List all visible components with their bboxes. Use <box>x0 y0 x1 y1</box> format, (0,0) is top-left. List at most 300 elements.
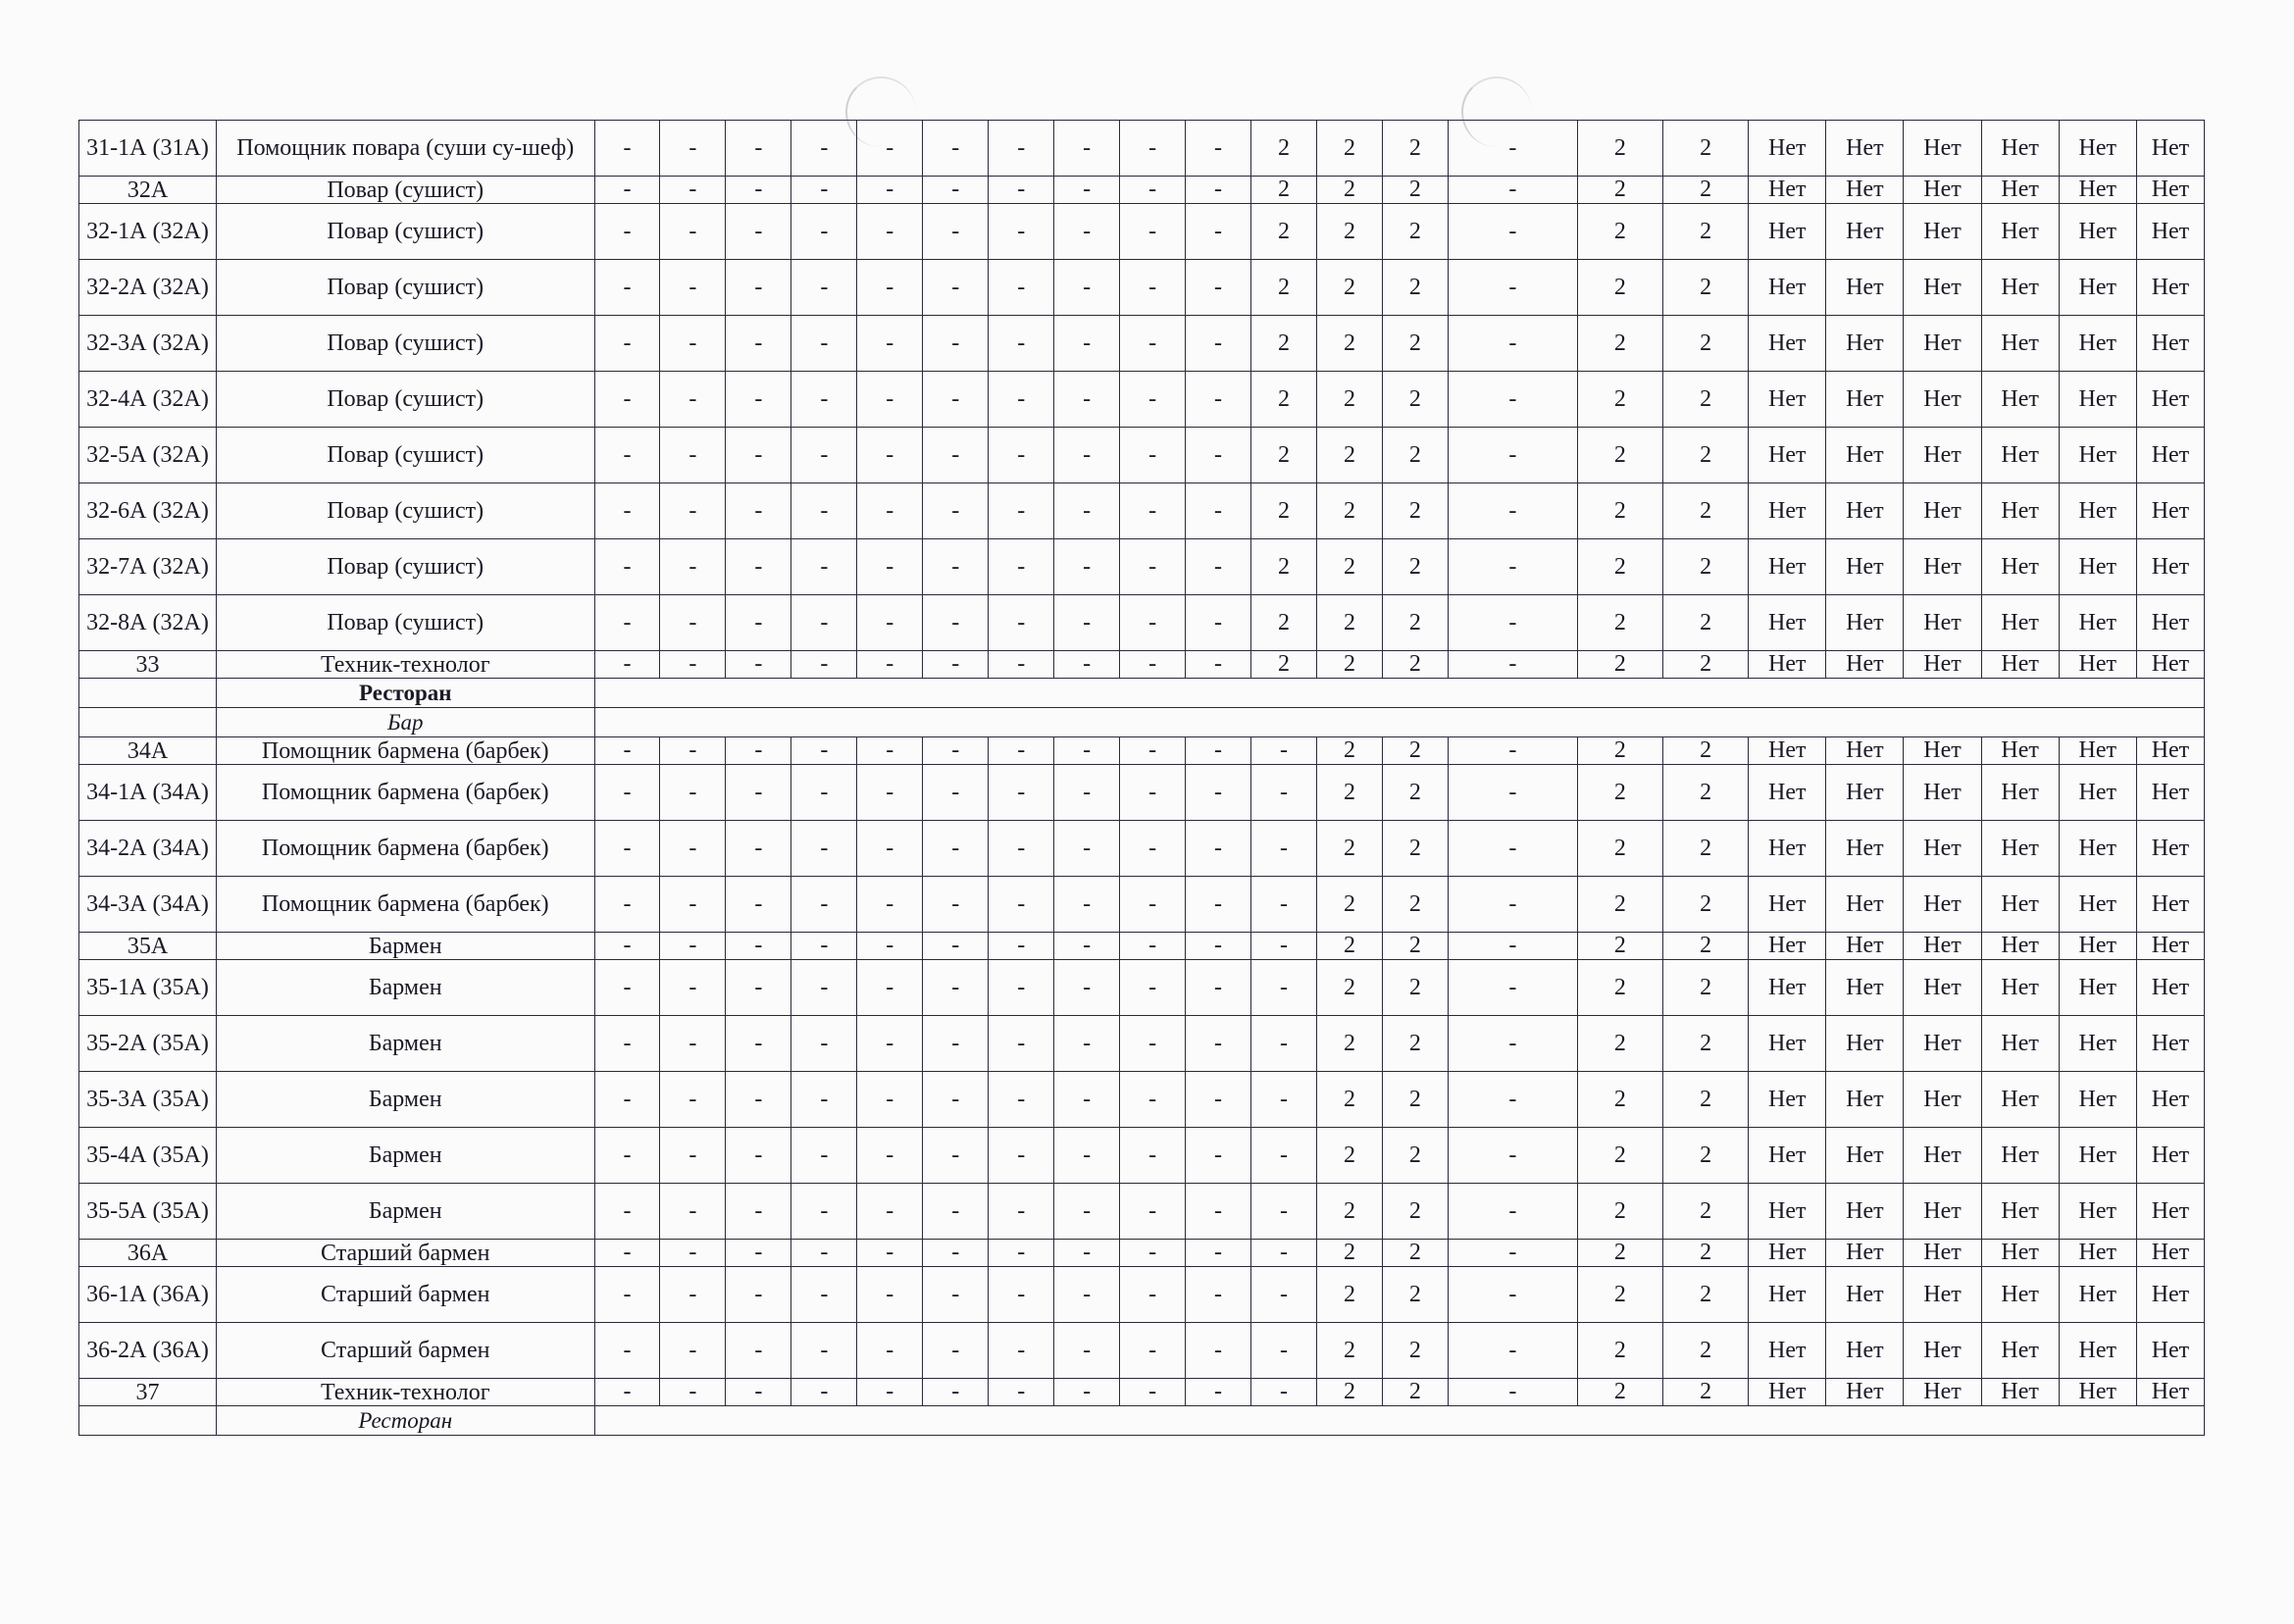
table-row <box>79 1128 2205 1184</box>
value-cell: Нет <box>2136 737 2204 765</box>
value-cell: - <box>857 933 923 960</box>
value-cell: - <box>726 1323 791 1379</box>
value-cell: - <box>660 765 726 821</box>
section-headers <box>79 679 2205 737</box>
value-cell: 2 <box>1663 877 1749 933</box>
value-cell: - <box>1251 1240 1317 1267</box>
value-cell: Нет <box>1826 1184 1904 1240</box>
value-cell: - <box>791 121 857 177</box>
value-cell: - <box>594 1128 660 1184</box>
value-cell: 2 <box>1577 651 1662 679</box>
value-cell: - <box>1120 1016 1186 1072</box>
value-cell: - <box>1186 1323 1251 1379</box>
value-cell: - <box>1186 1072 1251 1128</box>
workplace-code: 36-1А (36А) <box>79 1267 217 1323</box>
workplace-code: 36-2А (36А) <box>79 1323 217 1379</box>
value-cell: - <box>923 651 989 679</box>
value-cell: - <box>660 960 726 1016</box>
value-cell: - <box>1448 1379 1577 1406</box>
value-cell: - <box>660 737 726 765</box>
value-cell: Нет <box>1904 121 1981 177</box>
workplace-code: 32-8А (32А) <box>79 595 217 651</box>
value-cell: 2 <box>1382 933 1448 960</box>
value-cell: - <box>726 1072 791 1128</box>
value-cell: Нет <box>2059 539 2136 595</box>
value-cell: - <box>1448 1240 1577 1267</box>
workplace-code: 32-5А (32А) <box>79 428 217 483</box>
value-cell: 2 <box>1316 177 1382 204</box>
value-cell: Нет <box>1749 1016 1826 1072</box>
value-cell: - <box>1120 428 1186 483</box>
value-cell: - <box>1054 1240 1120 1267</box>
position-name: Повар (сушист) <box>217 428 595 483</box>
value-cell: - <box>1120 372 1186 428</box>
value-cell: 2 <box>1382 821 1448 877</box>
value-cell: - <box>1448 1016 1577 1072</box>
value-cell: Нет <box>2136 539 2204 595</box>
value-cell: Нет <box>2136 1240 2204 1267</box>
value-cell: Нет <box>1749 177 1826 204</box>
value-cell: 2 <box>1577 1240 1662 1267</box>
value-cell: - <box>660 877 726 933</box>
value-cell: - <box>1054 1016 1120 1072</box>
value-cell: Нет <box>1826 1267 1904 1323</box>
value-cell: Нет <box>2059 1379 2136 1406</box>
value-cell: - <box>726 1128 791 1184</box>
value-cell: - <box>1054 1184 1120 1240</box>
value-cell: - <box>989 595 1054 651</box>
value-cell: - <box>923 177 989 204</box>
value-cell: - <box>660 1016 726 1072</box>
value-cell: - <box>923 933 989 960</box>
value-cell: - <box>857 539 923 595</box>
value-cell: - <box>989 539 1054 595</box>
value-cell: - <box>857 1184 923 1240</box>
value-cell: - <box>1448 960 1577 1016</box>
value-cell: 2 <box>1316 260 1382 316</box>
value-cell: - <box>923 372 989 428</box>
value-cell: - <box>1120 316 1186 372</box>
value-cell: Нет <box>1826 1016 1904 1072</box>
value-cell: Нет <box>2136 651 2204 679</box>
value-cell: Нет <box>2059 1323 2136 1379</box>
value-cell: 2 <box>1663 960 1749 1016</box>
value-cell: - <box>1251 933 1317 960</box>
workplace-code: 35А <box>79 933 217 960</box>
value-cell: 2 <box>1577 204 1662 260</box>
value-cell: 2 <box>1382 1379 1448 1406</box>
value-cell: Нет <box>1904 595 1981 651</box>
value-cell: - <box>1251 877 1317 933</box>
value-cell: 2 <box>1663 1379 1749 1406</box>
value-cell: - <box>594 595 660 651</box>
value-cell: - <box>1054 933 1120 960</box>
value-cell: Нет <box>1749 765 1826 821</box>
value-cell: 2 <box>1577 121 1662 177</box>
workplace-code: 31-1А (31А) <box>79 121 217 177</box>
value-cell: - <box>1120 177 1186 204</box>
value-cell: - <box>1054 651 1120 679</box>
value-cell: Нет <box>1826 765 1904 821</box>
value-cell: 2 <box>1316 933 1382 960</box>
value-cell: - <box>1448 260 1577 316</box>
value-cell: - <box>726 1379 791 1406</box>
value-cell: Нет <box>2136 428 2204 483</box>
position-name: Помощник бармена (барбек) <box>217 737 595 765</box>
value-cell: - <box>594 765 660 821</box>
value-cell: Нет <box>1749 960 1826 1016</box>
value-cell: Нет <box>1981 428 2059 483</box>
working-conditions-table <box>78 120 2205 1436</box>
value-cell: Нет <box>1904 539 1981 595</box>
value-cell: 2 <box>1577 595 1662 651</box>
value-cell: Нет <box>1826 121 1904 177</box>
value-cell: - <box>1251 737 1317 765</box>
value-cell: - <box>660 260 726 316</box>
value-cell: 2 <box>1577 1072 1662 1128</box>
value-cell: 2 <box>1382 1128 1448 1184</box>
table-row <box>79 960 2205 1016</box>
value-cell: - <box>1054 204 1120 260</box>
value-cell: 2 <box>1251 260 1317 316</box>
value-cell: - <box>1448 204 1577 260</box>
value-cell: - <box>1251 1128 1317 1184</box>
value-cell: - <box>1054 483 1120 539</box>
value-cell: 2 <box>1663 428 1749 483</box>
value-cell: Нет <box>1904 765 1981 821</box>
value-cell: Нет <box>1904 1323 1981 1379</box>
value-cell: - <box>726 960 791 1016</box>
value-cell: - <box>1054 539 1120 595</box>
value-cell: 2 <box>1663 1128 1749 1184</box>
value-cell: - <box>791 1016 857 1072</box>
value-cell: - <box>660 1240 726 1267</box>
value-cell: - <box>791 428 857 483</box>
value-cell: - <box>1251 1379 1317 1406</box>
value-cell: - <box>857 177 923 204</box>
value-cell: - <box>791 1267 857 1323</box>
workplace-code: 34-2А (34А) <box>79 821 217 877</box>
value-cell: 2 <box>1382 1072 1448 1128</box>
value-cell: - <box>594 121 660 177</box>
value-cell: - <box>726 372 791 428</box>
value-cell: Нет <box>2059 316 2136 372</box>
table-row <box>79 877 2205 933</box>
value-cell: - <box>791 651 857 679</box>
value-cell: Нет <box>1749 372 1826 428</box>
value-cell: 2 <box>1663 204 1749 260</box>
value-cell: Нет <box>1749 877 1826 933</box>
value-cell: - <box>1054 1267 1120 1323</box>
value-cell: Нет <box>1981 1267 2059 1323</box>
table-row <box>79 1184 2205 1240</box>
value-cell: - <box>594 428 660 483</box>
value-cell: 2 <box>1663 737 1749 765</box>
value-cell: Нет <box>1826 1379 1904 1406</box>
value-cell: - <box>594 821 660 877</box>
value-cell: 2 <box>1382 1267 1448 1323</box>
value-cell: - <box>594 1323 660 1379</box>
value-cell: - <box>857 1323 923 1379</box>
value-cell: Нет <box>2136 1072 2204 1128</box>
value-cell: - <box>1186 933 1251 960</box>
value-cell: - <box>726 121 791 177</box>
value-cell: - <box>857 651 923 679</box>
value-cell: - <box>989 428 1054 483</box>
position-name: Бармен <box>217 960 595 1016</box>
value-cell: - <box>594 372 660 428</box>
value-cell: 2 <box>1577 483 1662 539</box>
value-cell: - <box>1120 260 1186 316</box>
value-cell: - <box>1186 260 1251 316</box>
value-cell: - <box>989 177 1054 204</box>
value-cell: - <box>989 821 1054 877</box>
workplace-code: 35-2А (35А) <box>79 1016 217 1072</box>
value-cell: 2 <box>1382 539 1448 595</box>
value-cell: 2 <box>1382 204 1448 260</box>
value-cell: - <box>791 737 857 765</box>
value-cell: Нет <box>1904 204 1981 260</box>
value-cell: Нет <box>2136 316 2204 372</box>
value-cell: Нет <box>1981 372 2059 428</box>
value-cell: Нет <box>2136 1323 2204 1379</box>
value-cell: Нет <box>1904 933 1981 960</box>
table-row <box>79 483 2205 539</box>
value-cell: 2 <box>1577 428 1662 483</box>
value-cell: Нет <box>1826 539 1904 595</box>
value-cell: Нет <box>1904 821 1981 877</box>
workplace-code: 35-3А (35А) <box>79 1072 217 1128</box>
value-cell: - <box>1120 1072 1186 1128</box>
value-cell: Нет <box>2136 1128 2204 1184</box>
value-cell: Нет <box>1904 877 1981 933</box>
value-cell: Нет <box>1749 1128 1826 1184</box>
value-cell: - <box>594 1267 660 1323</box>
value-cell: 2 <box>1382 260 1448 316</box>
value-cell: 2 <box>1663 177 1749 204</box>
value-cell: - <box>791 204 857 260</box>
value-cell: - <box>989 1184 1054 1240</box>
value-cell: - <box>1120 1184 1186 1240</box>
value-cell: - <box>1186 204 1251 260</box>
value-cell: - <box>923 877 989 933</box>
value-cell: 2 <box>1316 877 1382 933</box>
value-cell: - <box>1120 765 1186 821</box>
value-cell: - <box>1186 483 1251 539</box>
position-name: Повар (сушист) <box>217 316 595 372</box>
value-cell: Нет <box>1981 1184 2059 1240</box>
value-cell: - <box>726 821 791 877</box>
value-cell: - <box>1054 1323 1120 1379</box>
value-cell: - <box>1448 372 1577 428</box>
value-cell: 2 <box>1382 877 1448 933</box>
value-cell: - <box>594 483 660 539</box>
value-cell: - <box>1448 821 1577 877</box>
value-cell: - <box>791 821 857 877</box>
value-cell: - <box>923 1184 989 1240</box>
value-cell: - <box>660 1379 726 1406</box>
table-row <box>79 595 2205 651</box>
value-cell: - <box>1186 960 1251 1016</box>
value-cell: Нет <box>1981 960 2059 1016</box>
position-name: Повар (сушист) <box>217 595 595 651</box>
value-cell: - <box>1251 960 1317 1016</box>
value-cell: - <box>989 1016 1054 1072</box>
value-cell: 2 <box>1382 1240 1448 1267</box>
value-cell: Нет <box>2059 933 2136 960</box>
value-cell: Нет <box>2136 877 2204 933</box>
value-cell: Нет <box>1826 372 1904 428</box>
value-cell: - <box>594 204 660 260</box>
value-cell: - <box>1186 316 1251 372</box>
value-cell: Нет <box>1981 933 2059 960</box>
value-cell: - <box>1120 1379 1186 1406</box>
value-cell: - <box>1186 1267 1251 1323</box>
value-cell: 2 <box>1663 1240 1749 1267</box>
value-cell: 2 <box>1663 1323 1749 1379</box>
value-cell: - <box>923 595 989 651</box>
value-cell: Нет <box>1749 121 1826 177</box>
value-cell: - <box>726 204 791 260</box>
table-row <box>79 821 2205 877</box>
value-cell: - <box>1251 1267 1317 1323</box>
position-name: Повар (сушист) <box>217 372 595 428</box>
value-cell: - <box>1186 1016 1251 1072</box>
value-cell: Нет <box>1749 204 1826 260</box>
value-cell: Нет <box>1749 933 1826 960</box>
position-name: Помощник бармена (барбек) <box>217 821 595 877</box>
value-cell: 2 <box>1382 483 1448 539</box>
value-cell: 2 <box>1316 1323 1382 1379</box>
value-cell: Нет <box>1826 1128 1904 1184</box>
workplace-code: 34А <box>79 737 217 765</box>
position-name: Техник-технолог <box>217 1379 595 1406</box>
workplace-code: 35-1А (35А) <box>79 960 217 1016</box>
value-cell: - <box>857 428 923 483</box>
value-cell: - <box>726 1267 791 1323</box>
value-cell: - <box>1120 1128 1186 1184</box>
value-cell: Нет <box>1981 765 2059 821</box>
value-cell: 2 <box>1663 1072 1749 1128</box>
value-cell: - <box>923 960 989 1016</box>
value-cell: - <box>726 877 791 933</box>
value-cell: - <box>726 428 791 483</box>
value-cell: 2 <box>1663 821 1749 877</box>
value-cell: 2 <box>1577 1016 1662 1072</box>
value-cell: Нет <box>1981 1072 2059 1128</box>
value-cell: - <box>989 1072 1054 1128</box>
value-cell: - <box>791 1128 857 1184</box>
value-cell: - <box>857 1240 923 1267</box>
value-cell: Нет <box>1904 1128 1981 1184</box>
section-row <box>79 708 2205 737</box>
value-cell: Нет <box>1981 121 2059 177</box>
value-cell: - <box>791 1323 857 1379</box>
value-cell: 2 <box>1316 483 1382 539</box>
value-cell: - <box>857 737 923 765</box>
table-row <box>79 933 2205 960</box>
workplace-code: 35-4А (35А) <box>79 1128 217 1184</box>
value-cell: 2 <box>1251 177 1317 204</box>
value-cell: - <box>1186 1184 1251 1240</box>
value-cell: - <box>1448 177 1577 204</box>
value-cell: - <box>1186 595 1251 651</box>
value-cell: - <box>1054 260 1120 316</box>
value-cell: Нет <box>2136 372 2204 428</box>
value-cell: - <box>1186 737 1251 765</box>
table-row <box>79 1016 2205 1072</box>
value-cell: - <box>594 877 660 933</box>
value-cell: - <box>1448 765 1577 821</box>
value-cell: Нет <box>1981 1240 2059 1267</box>
value-cell: - <box>1448 1184 1577 1240</box>
value-cell: - <box>660 595 726 651</box>
value-cell: - <box>1448 651 1577 679</box>
position-name: Повар (сушист) <box>217 483 595 539</box>
value-cell: - <box>594 177 660 204</box>
value-cell: Нет <box>1981 177 2059 204</box>
value-cell: Нет <box>2059 1016 2136 1072</box>
workplace-code: 32-6А (32А) <box>79 483 217 539</box>
position-name: Техник-технолог <box>217 651 595 679</box>
value-cell: - <box>1448 539 1577 595</box>
value-cell: 2 <box>1577 539 1662 595</box>
value-cell: Нет <box>1981 1016 2059 1072</box>
value-cell: 2 <box>1316 1184 1382 1240</box>
value-cell: - <box>1054 428 1120 483</box>
value-cell: Нет <box>1981 204 2059 260</box>
value-cell: - <box>660 428 726 483</box>
value-cell: - <box>660 483 726 539</box>
value-cell: 2 <box>1382 177 1448 204</box>
section-row <box>79 1406 2205 1436</box>
workplace-code: 37 <box>79 1379 217 1406</box>
value-cell: Нет <box>2136 1184 2204 1240</box>
table-row <box>79 737 2205 765</box>
value-cell: Нет <box>1981 821 2059 877</box>
table-row <box>79 372 2205 428</box>
value-cell: Нет <box>2059 121 2136 177</box>
value-cell: Нет <box>1904 1016 1981 1072</box>
value-cell: 2 <box>1316 1072 1382 1128</box>
value-cell: 2 <box>1251 539 1317 595</box>
value-cell: Нет <box>1904 1184 1981 1240</box>
value-cell: 2 <box>1251 372 1317 428</box>
value-cell: - <box>1448 1267 1577 1323</box>
value-cell: Нет <box>1749 737 1826 765</box>
value-cell: 2 <box>1382 121 1448 177</box>
workplace-code: 32-2А (32А) <box>79 260 217 316</box>
position-name: Бармен <box>217 1016 595 1072</box>
value-cell: Нет <box>1826 595 1904 651</box>
value-cell: 2 <box>1316 765 1382 821</box>
value-cell: - <box>1448 1072 1577 1128</box>
value-cell: Нет <box>1826 1240 1904 1267</box>
value-cell: 2 <box>1663 121 1749 177</box>
position-name: Повар (сушист) <box>217 177 595 204</box>
value-cell: - <box>989 1267 1054 1323</box>
value-cell: - <box>1251 1323 1317 1379</box>
table-row <box>79 1072 2205 1128</box>
value-cell: 2 <box>1663 260 1749 316</box>
value-cell: Нет <box>1749 1072 1826 1128</box>
value-cell: Нет <box>2059 260 2136 316</box>
value-cell: - <box>1186 121 1251 177</box>
value-cell: - <box>1120 1240 1186 1267</box>
value-cell: - <box>660 316 726 372</box>
value-cell: - <box>1054 177 1120 204</box>
value-cell: - <box>923 483 989 539</box>
